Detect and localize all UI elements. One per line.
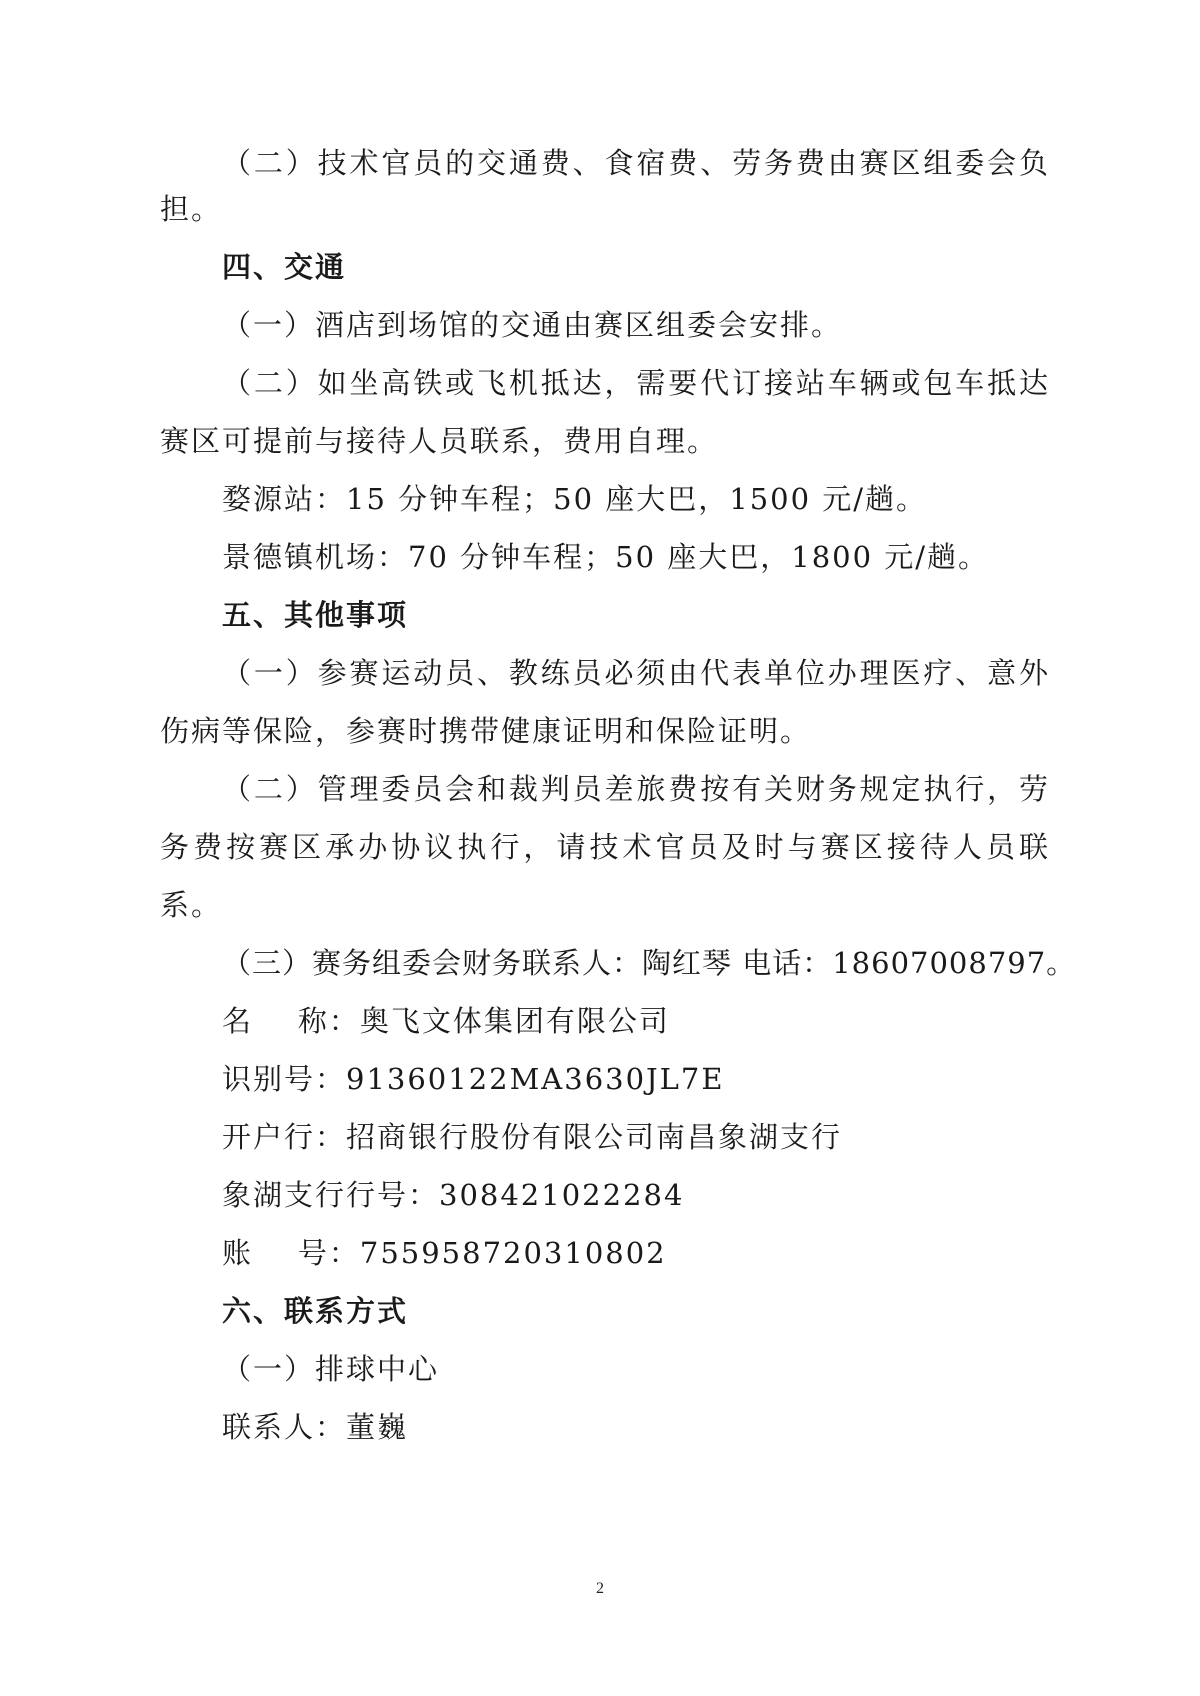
company-name-line: 名 称：奥飞文体集团有限公司 [222,1004,670,1038]
section-heading-transport: 四、交通 [222,250,347,284]
paragraph-line: 赛区可提前与接待人员联系，费用自理。 [160,424,719,458]
bank-code-line: 象湖支行行号：308421022284 [222,1178,685,1212]
section-heading-other-matters: 五、其他事项 [222,598,409,632]
contact-person-line: 联系人：董巍 [222,1410,409,1444]
paragraph-line: （一）排球中心 [222,1352,440,1386]
paragraph-line: 务费按赛区承办协议执行，请技术官员及时与赛区接待人员联 [160,830,1050,864]
paragraph-line: （三）赛务组委会财务联系人：陶红琴 电话：18607008797。 [222,946,1077,980]
paragraph-line: 担。 [160,192,223,226]
section-heading-contacts: 六、联系方式 [222,1294,409,1328]
paragraph-line: 伤病等保险，参赛时携带健康证明和保险证明。 [160,714,812,748]
paragraph-line: （一）酒店到场馆的交通由赛区组委会安排。 [222,308,843,342]
paragraph-line: 婺源站：15 分钟车程；50 座大巴，1500 元/趟。 [222,482,928,516]
tax-id-line: 识别号：91360122MA3630JL7E [222,1062,725,1096]
paragraph-line: 系。 [160,888,223,922]
paragraph-line: （二）管理委员会和裁判员差旅费按有关财务规定执行，劳 [222,772,1050,806]
paragraph-line: （二）如坐高铁或飞机抵达，需要代订接站车辆或包车抵达 [222,366,1050,400]
paragraph-line: 景德镇机场：70 分钟车程；50 座大巴，1800 元/趟。 [222,540,990,574]
page-number: 2 [596,1580,604,1597]
paragraph-line: （二）技术官员的交通费、食宿费、劳务费由赛区组委会负 [222,146,1050,180]
account-number-line: 账 号：755958720310802 [222,1236,667,1270]
paragraph-line: （一）参赛运动员、教练员必须由代表单位办理医疗、意外 [222,656,1050,690]
bank-line: 开户行：招商银行股份有限公司南昌象湖支行 [222,1120,843,1154]
